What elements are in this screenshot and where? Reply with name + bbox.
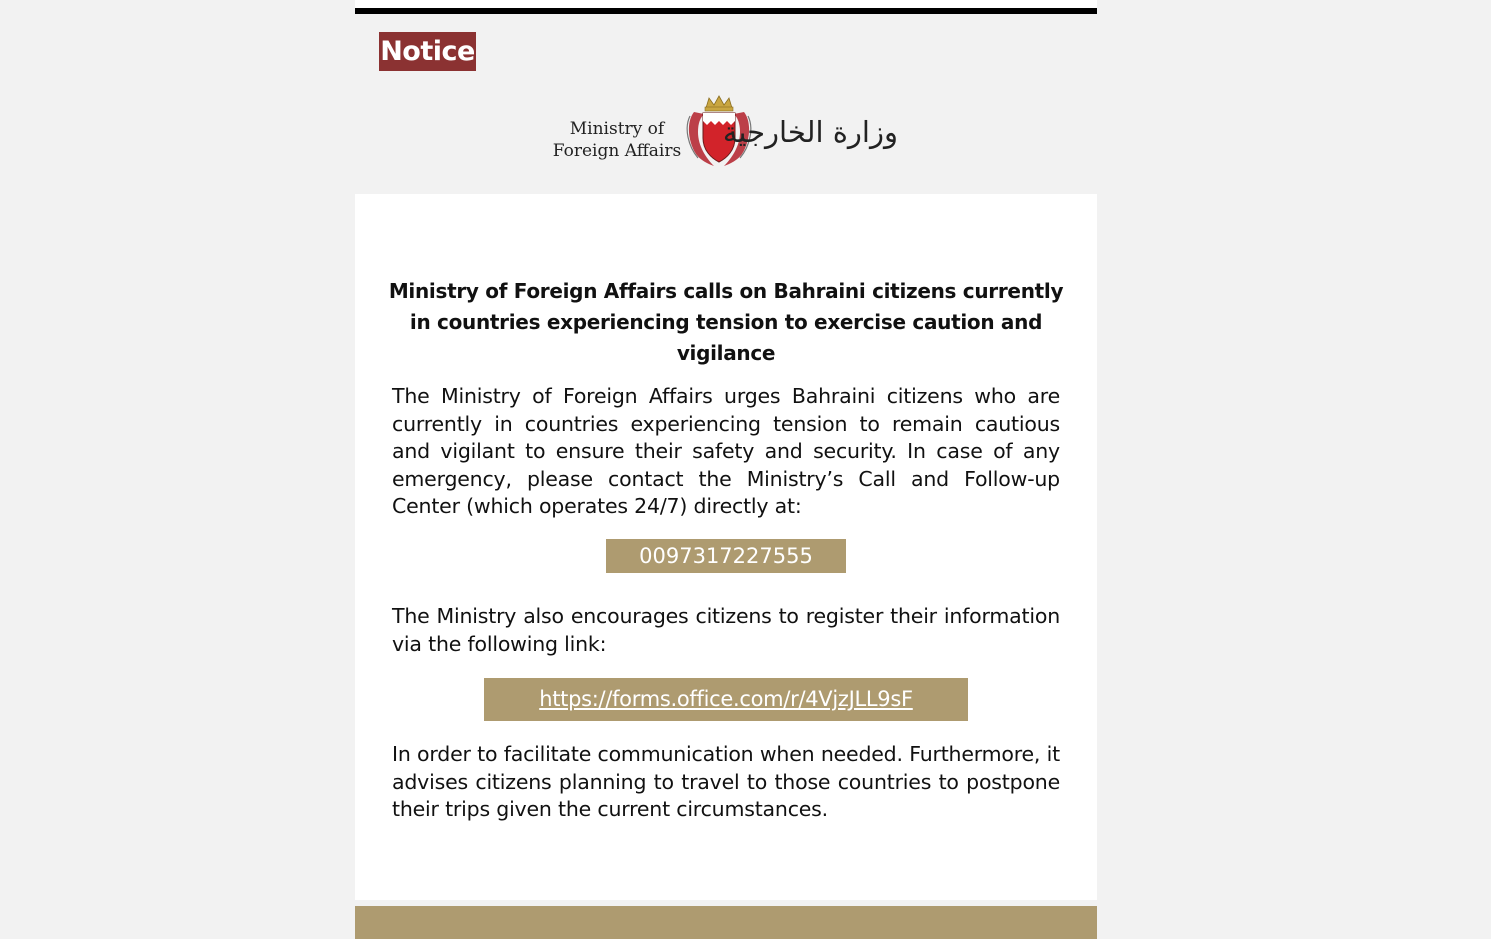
- paragraph-travel-advice: In order to facilitate communication when needed. Furthermore, it advises citizens planning to travel to those countries to postpone their trips given the current circumstances.: [392, 742, 1060, 821]
- logo-text-english: [551, 118, 683, 162]
- logo-text-en-line2: Foreign Affairs: [552, 141, 682, 161]
- article-headline: Ministry of Foreign Affairs calls on Bahraini citizens currently in countries experiencing tension to exercise caution and vigilance: [388, 279, 1064, 365]
- notice-header: [355, 14, 1097, 194]
- emergency-phone-number: 0097317227555: [606, 539, 846, 573]
- logo-text-en-line1: Ministry of: [569, 119, 665, 139]
- notice-badge: Notice: [379, 32, 476, 71]
- notice-page: [355, 0, 1097, 939]
- ministry-logo: [551, 94, 901, 170]
- footer-band: [355, 906, 1097, 939]
- paragraph-emergency: The Ministry of Foreign Affairs urges Bahraini citizens who are currently in countries experiencing tension to remain cautious and vigilant to ensure their safety and security. In case of any emergency, please contact the Ministry’s Call and Follow-up Center (which operates 24/7) directly at:: [392, 384, 1060, 518]
- registration-link-box: [484, 678, 968, 721]
- paragraph-registration: The Ministry also encourages citizens to register their information via the following link:: [392, 604, 1060, 656]
- registration-link[interactable]: https://forms.office.com/r/4VjzJLL9sF: [539, 687, 913, 711]
- logo-text-arabic: وزارة الخارجية: [722, 115, 898, 149]
